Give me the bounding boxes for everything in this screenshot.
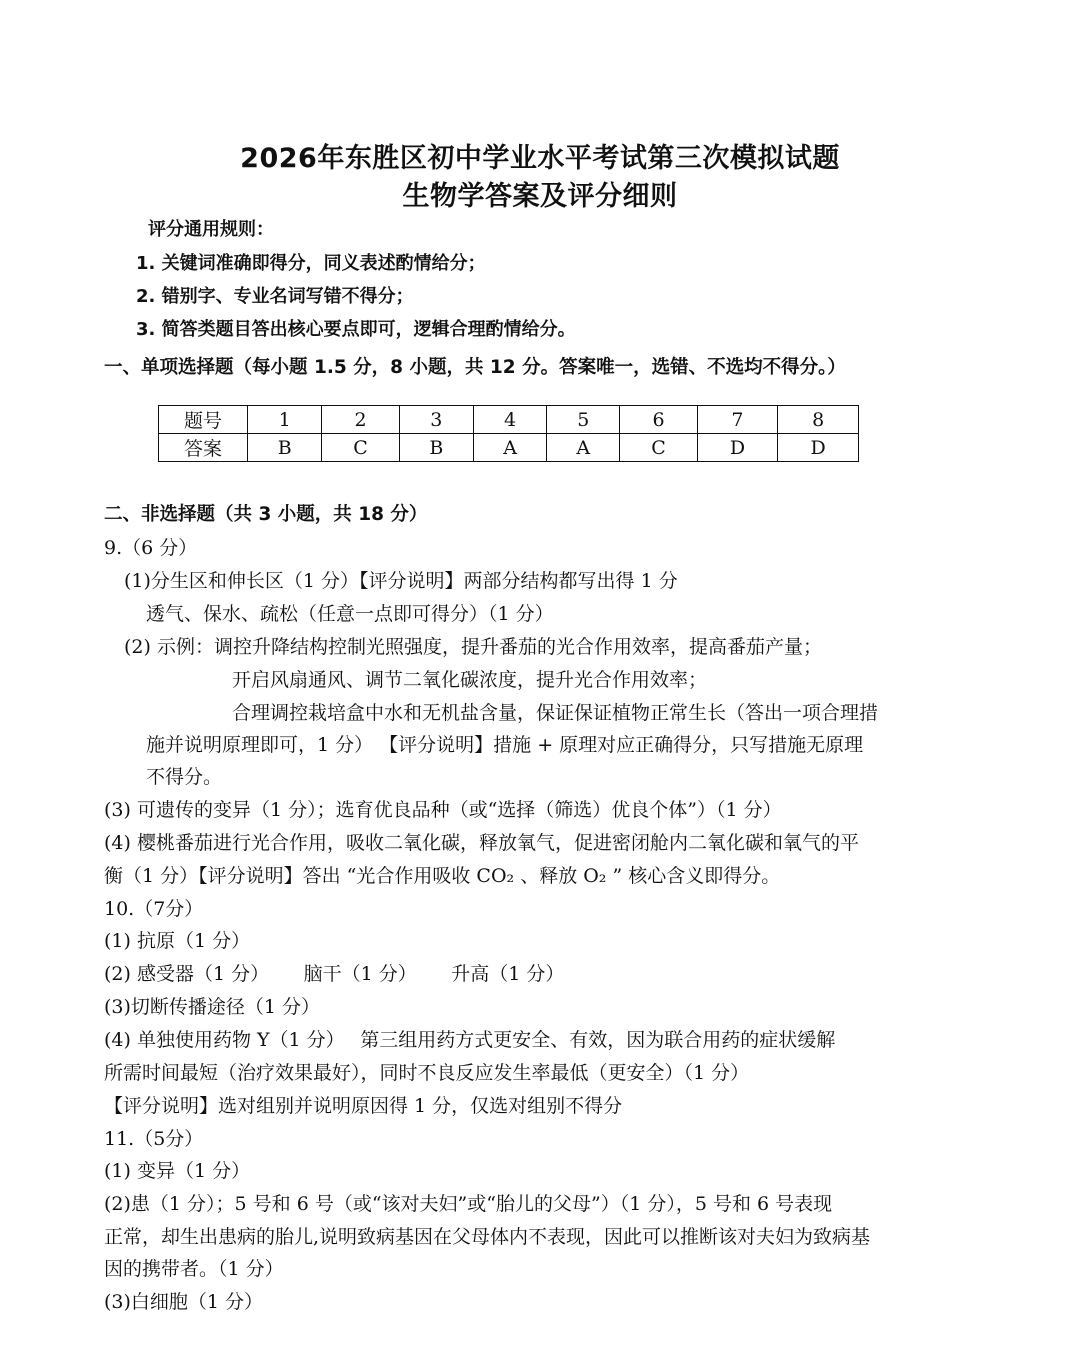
question-number-cell: 2 bbox=[322, 406, 399, 434]
answer-cell: B bbox=[248, 434, 322, 462]
answer-cell: C bbox=[322, 434, 399, 462]
answer-line: (1) 抗原（1 分） bbox=[104, 930, 251, 952]
question-11-header: 11.（5分） bbox=[104, 1128, 204, 1150]
answer-line: (3)切断传播途径（1 分） bbox=[104, 996, 321, 1018]
table-row-label: 答案 bbox=[159, 434, 248, 462]
section2-heading: 二、非选择题（共 3 小题，共 18 分） bbox=[104, 504, 428, 525]
answer-line: (1) 变异（1 分） bbox=[104, 1160, 251, 1182]
table-row bbox=[159, 434, 859, 462]
answer-line: 所需时间最短（治疗效果最好），同时不良反应发生率最低（更安全）（1 分） bbox=[104, 1062, 750, 1084]
answer-table bbox=[158, 405, 859, 462]
scoring-note: 【评分说明】选对组别并说明原因得 1 分，仅选对组别不得分 bbox=[104, 1095, 623, 1117]
answer-line: 不得分。 bbox=[146, 766, 223, 788]
question-number-cell: 1 bbox=[248, 406, 322, 434]
answer-line: (2) 示例：调控升降结构控制光照强度，提升番茄的光合作用效率，提高番茄产量； bbox=[124, 636, 822, 658]
question-number-cell: 6 bbox=[620, 406, 697, 434]
answer-line: 透气、保水、疏松（任意一点即可得分）（1 分） bbox=[146, 603, 554, 625]
question-10-header: 10.（7分） bbox=[104, 898, 204, 920]
document-title: 2026年东胜区初中学业水平考试第三次模拟试题 bbox=[240, 143, 840, 174]
answer-line: 衡（1 分）【评分说明】答出 “光合作用吸收 CO₂ 、释放 O₂ ” 核心含义即得分。 bbox=[104, 865, 781, 887]
answer-line: (4) 樱桃番茄进行光合作用，吸收二氧化碳，释放氧气，促进密闭舱内二氧化碳和氧气的平 bbox=[104, 832, 859, 854]
answer-line: 正常，却生出患病的胎儿,说明致病基因在父母体内不表现，因此可以推断该对夫妇为致病基 bbox=[104, 1226, 871, 1248]
answer-line: (4) 单独使用药物 Y（1 分） 第三组用药方式更安全、有效，因为联合用药的症状缓解 bbox=[104, 1029, 836, 1051]
rule-item: 3. 简答类题目答出核心要点即可，逻辑合理酌情给分。 bbox=[136, 319, 576, 340]
answer-cell: B bbox=[399, 434, 473, 462]
question-number-cell: 8 bbox=[778, 406, 859, 434]
answer-cell: A bbox=[547, 434, 620, 462]
rule-item: 1. 关键词准确即得分，同义表述酌情给分； bbox=[136, 253, 486, 274]
question-number-cell: 5 bbox=[547, 406, 620, 434]
table-row-label: 题号 bbox=[159, 406, 248, 434]
answer-line: (3)白细胞（1 分） bbox=[104, 1291, 264, 1313]
answer-cell: D bbox=[778, 434, 859, 462]
rule-item: 2. 错别字、专业名词写错不得分； bbox=[136, 286, 414, 307]
answer-cell: A bbox=[473, 434, 546, 462]
rules-heading: 评分通用规则： bbox=[148, 219, 274, 240]
question-number-cell: 7 bbox=[697, 406, 778, 434]
question-number-cell: 4 bbox=[473, 406, 546, 434]
question-9-header: 9.（6 分） bbox=[104, 537, 198, 559]
section1-heading: 一、单项选择题（每小题 1.5 分，8 小题，共 12 分。答案唯一，选错、不选均不得分。） bbox=[104, 357, 846, 378]
answer-line: 因的携带者。（1 分） bbox=[104, 1258, 284, 1280]
answer-line: (2)患（1 分）；5 号和 6 号（或“该对夫妇”或“胎儿的父母”）（1 分），5 号和 6 号表现 bbox=[104, 1193, 833, 1215]
answer-cell: C bbox=[620, 434, 697, 462]
answer-line: 施并说明原理即可，1 分） 【评分说明】措施 + 原理对应正确得分，只写措施无原理 bbox=[146, 734, 864, 756]
document-subtitle: 生物学答案及评分细则 bbox=[402, 181, 678, 212]
answer-line: (1)分生区和伸长区（1 分）【评分说明】两部分结构都写出得 1 分 bbox=[124, 570, 678, 592]
answer-line: (2) 感受器（1 分） 脑干（1 分） 升高（1 分） bbox=[104, 963, 565, 985]
answer-line: (3) 可遗传的变异（1 分）；选育优良品种（或“选择（筛选）优良个体”）（1 分） bbox=[104, 799, 782, 821]
answer-line: 合理调控栽培盒中水和无机盐含量，保证保证植物正常生长（答出一项合理措 bbox=[232, 702, 879, 724]
answer-cell: D bbox=[697, 434, 778, 462]
question-number-cell: 3 bbox=[399, 406, 473, 434]
answer-line: 开启风扇通风、调节二氧化碳浓度，提升光合作用效率； bbox=[232, 669, 708, 691]
table-row bbox=[159, 406, 859, 434]
